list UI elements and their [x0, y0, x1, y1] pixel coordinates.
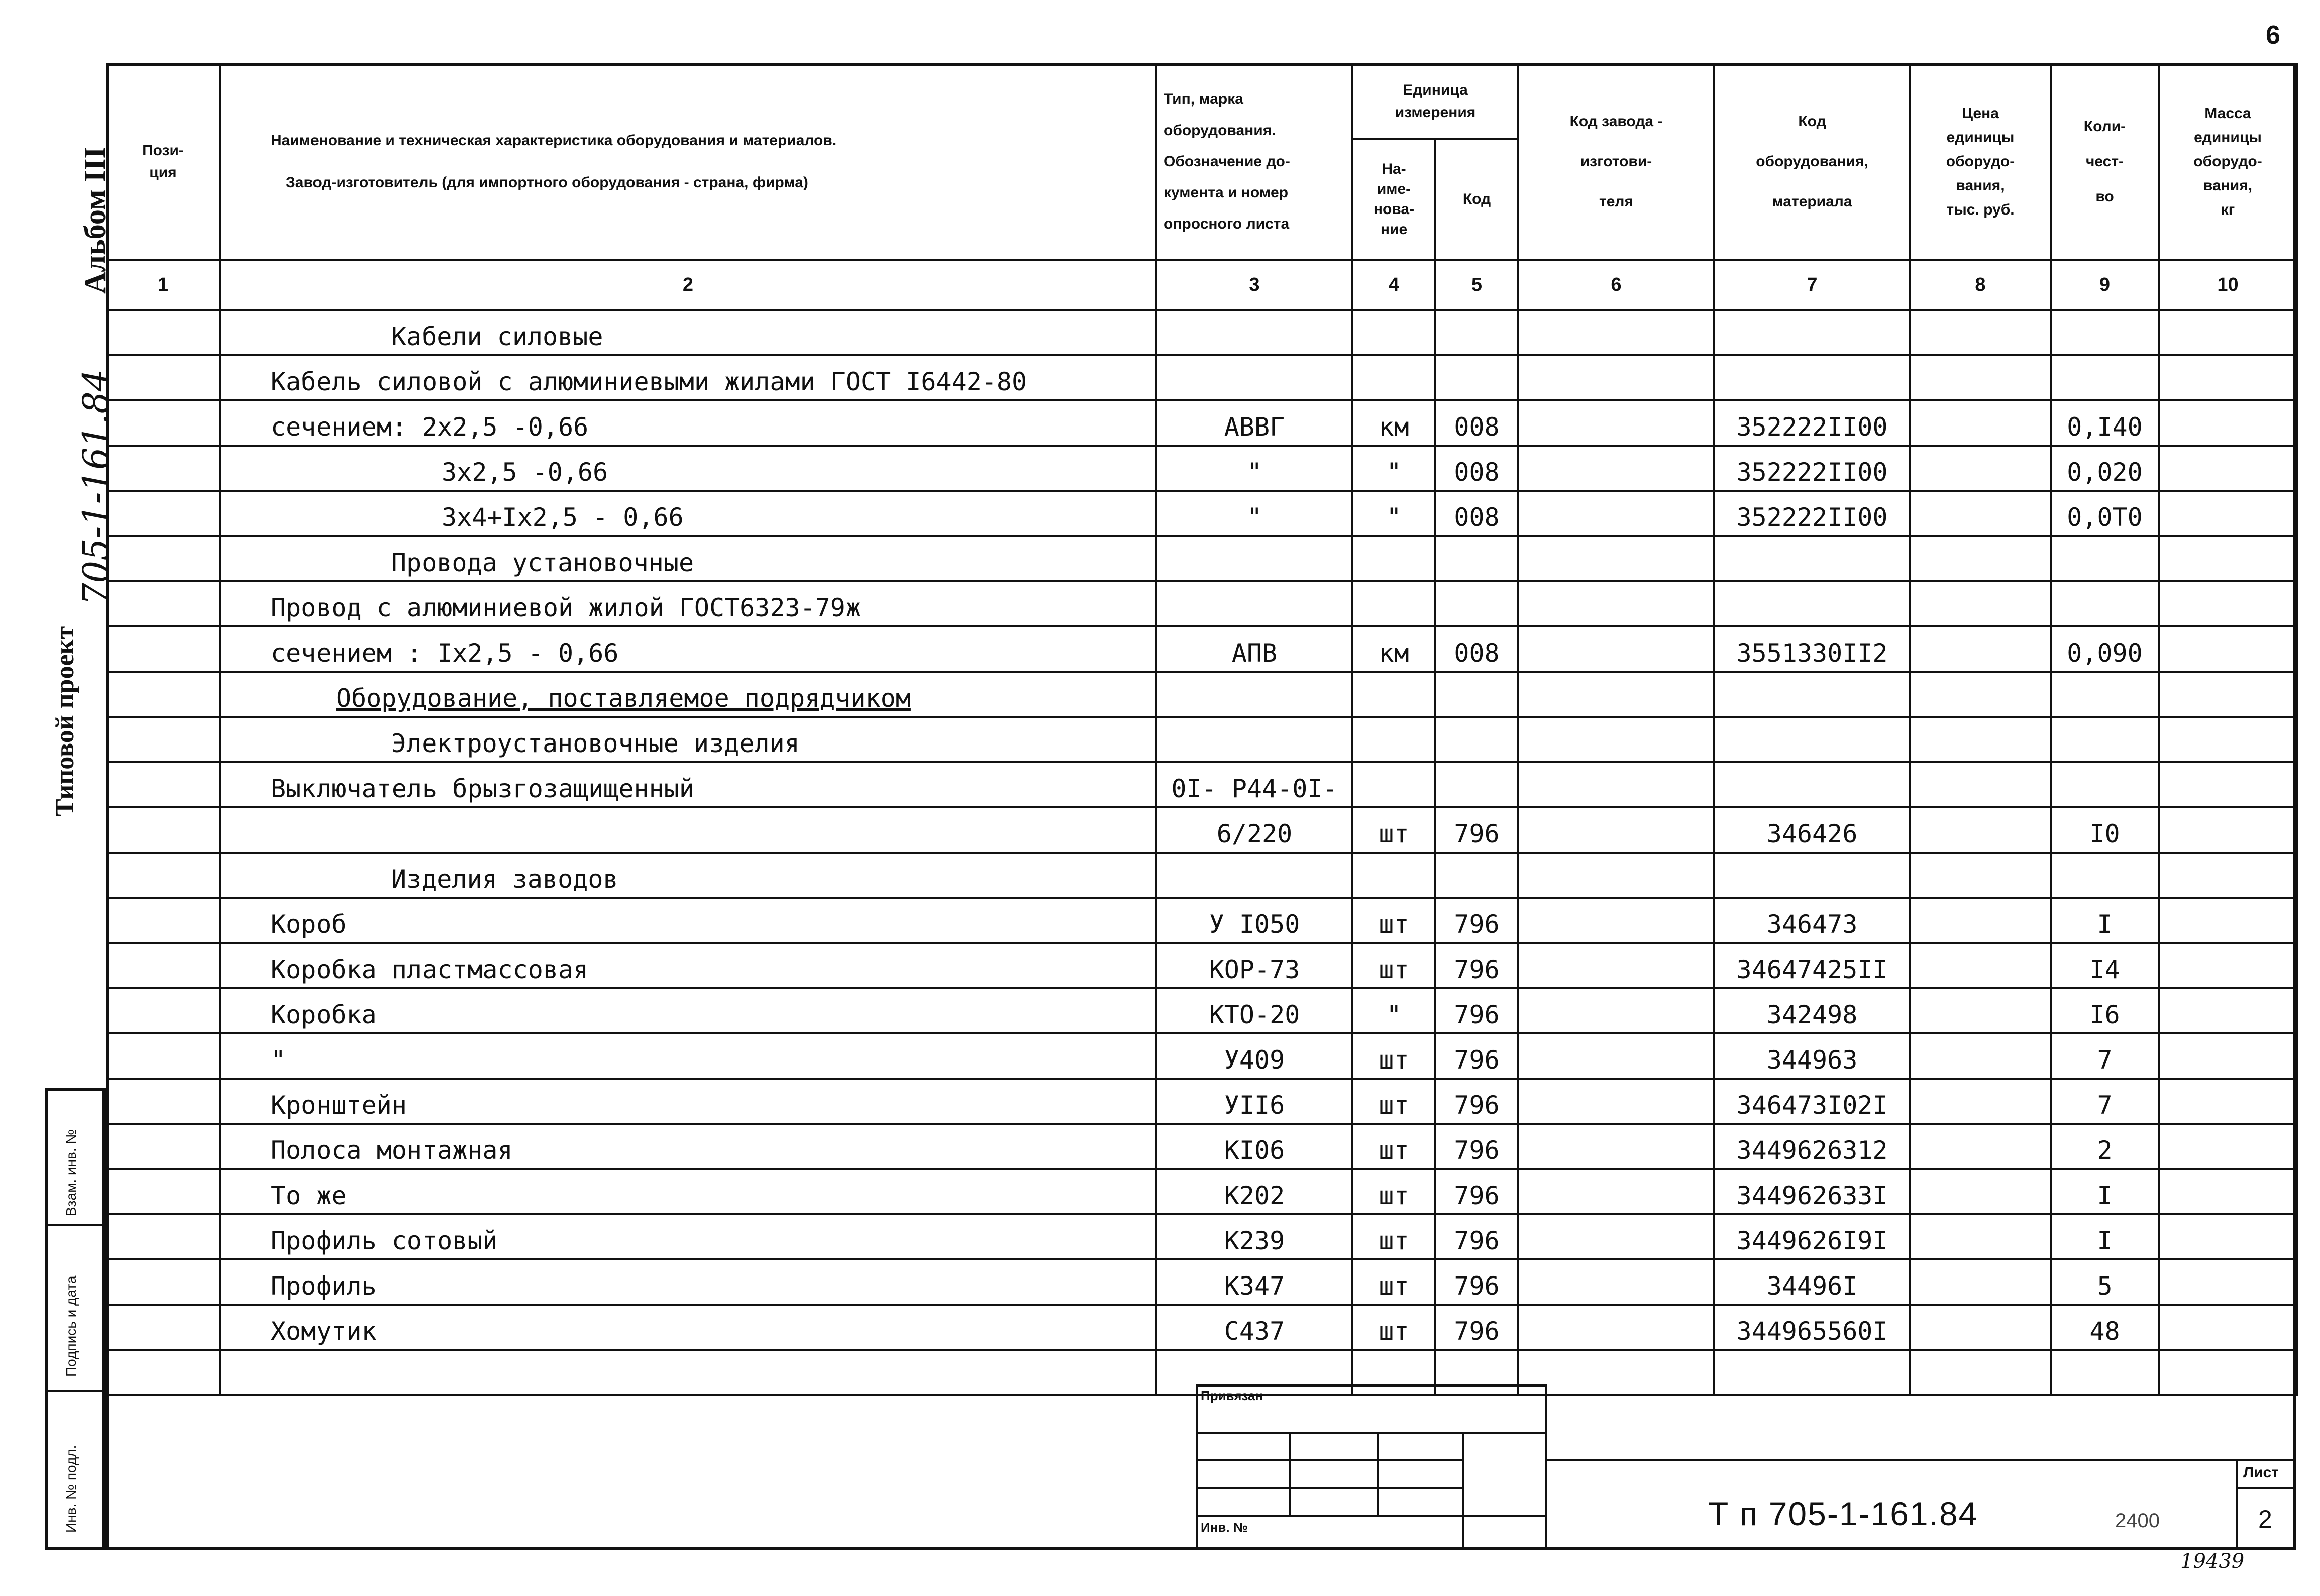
- table-cell-col8: [1910, 1214, 2051, 1259]
- table-cell-col7: [1714, 581, 1910, 626]
- table-cell-col1: [107, 807, 220, 853]
- table-cell-col2: Коробка: [220, 988, 1156, 1033]
- header-equipment-code: Код оборудования, материала: [1714, 64, 1910, 260]
- table-cell-col7: 346473I02I: [1714, 1079, 1910, 1124]
- table-cell-col4: км: [1352, 626, 1435, 672]
- header-name-line2: Завод-изготовитель (для импортного оборудования - страна, фирма): [286, 174, 808, 191]
- table-cell-col8: [1910, 581, 2051, 626]
- column-number: 5: [1435, 260, 1518, 310]
- column-number: 4: [1352, 260, 1435, 310]
- table-cell-col5: [1435, 762, 1518, 807]
- header-type: Тип, марка оборудования. Обозначение до- кумента и номер опросного листа: [1156, 64, 1352, 260]
- table-body: [107, 310, 2297, 1395]
- table-cell-col6: [1518, 943, 1714, 988]
- table-cell-col5: 796: [1435, 988, 1518, 1033]
- table-cell-col5: 796: [1435, 1124, 1518, 1169]
- table-cell-col8: [1910, 355, 2051, 400]
- table-cell-col10: [2159, 1259, 2297, 1305]
- specification-table: [106, 63, 2298, 1396]
- table-cell-col10: [2159, 400, 2297, 446]
- table-cell-col2: ": [220, 1033, 1156, 1079]
- table-cell-col7: 352222II00: [1714, 400, 1910, 446]
- stamp-label: Инв. № подл.: [63, 1445, 79, 1533]
- table-row: [107, 446, 2297, 491]
- header-mass: Масса единицы оборудо- вания, кг: [2159, 64, 2297, 260]
- table-row: [107, 536, 2297, 581]
- table-row: [107, 626, 2297, 672]
- table-cell-col1: [107, 1305, 220, 1350]
- table-cell-col6: [1518, 807, 1714, 853]
- table-cell-col3: УII6: [1156, 1079, 1352, 1124]
- header-quantity: Коли- чест- во: [2051, 64, 2159, 260]
- table-cell-col1: [107, 355, 220, 400]
- table-cell-col9: 0,090: [2051, 626, 2159, 672]
- table-row: [107, 988, 2297, 1033]
- table-cell-col2: Полоса монтажная: [220, 1124, 1156, 1169]
- table-cell-col9: 7: [2051, 1079, 2159, 1124]
- table-cell-col8: [1910, 400, 2051, 446]
- table-cell-col2: Провода установочные: [220, 536, 1156, 581]
- table-cell-col1: [107, 626, 220, 672]
- table-cell-col6: [1518, 717, 1714, 762]
- table-cell-col2: Кабели силовые: [220, 310, 1156, 355]
- table-cell-col6: [1518, 491, 1714, 536]
- table-cell-col7: 3449626I9I: [1714, 1214, 1910, 1259]
- table-cell-col6: [1518, 626, 1714, 672]
- table-cell-col5: [1435, 717, 1518, 762]
- table-cell-col2: Профиль: [220, 1259, 1156, 1305]
- table-cell-col2: Профиль сотовый: [220, 1214, 1156, 1259]
- table-cell-col5: [1435, 581, 1518, 626]
- table-cell-col1: [107, 1169, 220, 1214]
- table-cell-col5: 796: [1435, 1214, 1518, 1259]
- table-cell-col8: [1910, 1124, 2051, 1169]
- project-number-handwritten: 705-1-161.84: [75, 369, 117, 605]
- table-cell-col8: [1910, 1259, 2051, 1305]
- table-cell-col7: 352222II00: [1714, 491, 1910, 536]
- table-cell-col1: [107, 310, 220, 355]
- table-cell-col4: шт: [1352, 1079, 1435, 1124]
- table-cell-col1: [107, 1214, 220, 1259]
- table-row: [107, 1124, 2297, 1169]
- table-cell-col4: шт: [1352, 1305, 1435, 1350]
- table-cell-col6: [1518, 853, 1714, 898]
- table-cell-col1: [107, 1079, 220, 1124]
- table-cell-col5: 796: [1435, 1033, 1518, 1079]
- table-cell-col5: 008: [1435, 400, 1518, 446]
- table-cell-col10: [2159, 1124, 2297, 1169]
- table-cell-col3: К239: [1156, 1214, 1352, 1259]
- bottom-note: 19439: [2180, 1550, 2245, 1573]
- sheet-label: Лист: [2243, 1464, 2279, 1481]
- table-cell-col7: [1714, 853, 1910, 898]
- table-cell-col6: [1518, 446, 1714, 491]
- table-cell-col9: 0,0T0: [2051, 491, 2159, 536]
- table-row: [107, 1079, 2297, 1124]
- table-cell-col9: I6: [2051, 988, 2159, 1033]
- table-cell-col3: ": [1156, 491, 1352, 536]
- table-cell-col6: [1518, 1214, 1714, 1259]
- table-cell-col10: [2159, 310, 2297, 355]
- table-cell-col9: 0,020: [2051, 446, 2159, 491]
- table-cell-col4: шт: [1352, 807, 1435, 853]
- table-cell-col9: I0: [2051, 807, 2159, 853]
- table-cell-col7: 344963: [1714, 1033, 1910, 1079]
- table-cell-col3: [1156, 536, 1352, 581]
- document-designation: Т п 705-1-161.84: [1708, 1495, 1978, 1532]
- table-cell-col5: 008: [1435, 491, 1518, 536]
- table-cell-col10: [2159, 1305, 2297, 1350]
- table-cell-col1: [107, 536, 220, 581]
- header-position: Пози- ция: [107, 64, 220, 260]
- column-number: 10: [2159, 260, 2297, 310]
- table-cell-col1: [107, 943, 220, 988]
- table-cell-col2: Провод с алюминиевой жилой ГОСТ6323-79ж: [220, 581, 1156, 626]
- table-cell-col4: шт: [1352, 1124, 1435, 1169]
- table-cell-col7: [1714, 672, 1910, 717]
- table-row: [107, 762, 2297, 807]
- table-row: [107, 581, 2297, 626]
- approval-stamp: [45, 1088, 106, 1550]
- table-cell-col2: Коробка пластмассовая: [220, 943, 1156, 988]
- table-cell-col1: [107, 400, 220, 446]
- table-row: [107, 491, 2297, 536]
- table-cell-col5: 796: [1435, 1169, 1518, 1214]
- table-cell-col8: [1910, 491, 2051, 536]
- table-cell-col2: Электроустановочные изделия: [220, 717, 1156, 762]
- table-cell-col7: 344962633I: [1714, 1169, 1910, 1214]
- table-cell-col2: 3х2,5 -0,66: [220, 446, 1156, 491]
- table-cell-col3: АВВГ: [1156, 400, 1352, 446]
- table-cell-col4: [1352, 310, 1435, 355]
- table-cell-col3: [1156, 672, 1352, 717]
- table-cell-col4: шт: [1352, 1169, 1435, 1214]
- table-cell-col5: 796: [1435, 1305, 1518, 1350]
- table-cell-col8: [1910, 672, 2051, 717]
- header-unit-name: На- име- нова- ние: [1352, 139, 1435, 260]
- column-number: 1: [107, 260, 220, 310]
- table-cell-col2: [220, 807, 1156, 853]
- document-code: 2400: [2115, 1510, 2160, 1532]
- table-cell-col3: [1156, 717, 1352, 762]
- table-cell-col4: шт: [1352, 1033, 1435, 1079]
- table-cell-col4: [1352, 762, 1435, 807]
- table-cell-col8: [1910, 1079, 2051, 1124]
- table-cell-col4: [1352, 581, 1435, 626]
- table-cell-col7: 34496I: [1714, 1259, 1910, 1305]
- table-cell-col1: [107, 1124, 220, 1169]
- table-cell-col10: [2159, 626, 2297, 672]
- table-cell-col10: [2159, 355, 2297, 400]
- table-cell-col10: [2159, 943, 2297, 988]
- table-cell-col3: [1156, 310, 1352, 355]
- table-cell-col5: [1435, 355, 1518, 400]
- table-cell-col6: [1518, 1079, 1714, 1124]
- table-cell-col9: 5: [2051, 1259, 2159, 1305]
- table-cell-col10: [2159, 446, 2297, 491]
- table-cell-col10: [2159, 762, 2297, 807]
- table-cell-col9: [2051, 762, 2159, 807]
- underlined-heading: Оборудование, поставляемое подрядчиком: [336, 684, 911, 713]
- table-cell-col2: [220, 672, 1156, 717]
- table-row: [107, 400, 2297, 446]
- table-cell-col6: [1518, 1305, 1714, 1350]
- stamp-cell-signature: [48, 1226, 102, 1392]
- table-cell-col6: [1518, 536, 1714, 581]
- table-cell-col4: [1352, 717, 1435, 762]
- table-cell-col3: [1156, 581, 1352, 626]
- column-number: 7: [1714, 260, 1910, 310]
- header-unit-group: Единица измерения: [1352, 64, 1518, 139]
- table-cell-col6: [1518, 1124, 1714, 1169]
- table-cell-col5: 796: [1435, 1259, 1518, 1305]
- table-cell-col1: [107, 717, 220, 762]
- privyazan-label: Привязан: [1201, 1388, 1263, 1403]
- table-cell-col4: шт: [1352, 898, 1435, 943]
- table-cell-col9: I: [2051, 898, 2159, 943]
- stamp-label: Подпись и дата: [63, 1275, 79, 1377]
- table-cell-col1: [107, 581, 220, 626]
- table-row: [107, 1305, 2297, 1350]
- table-cell-col3: 6/220: [1156, 807, 1352, 853]
- table-cell-col4: км: [1352, 400, 1435, 446]
- table-cell-col2: сечением: 2х2,5 -0,66: [220, 400, 1156, 446]
- table-cell-col10: [2159, 1169, 2297, 1214]
- table-cell-col10: [2159, 853, 2297, 898]
- table-cell-col3: КI06: [1156, 1124, 1352, 1169]
- table-row: [107, 717, 2297, 762]
- table-cell-col9: 48: [2051, 1305, 2159, 1350]
- column-number-row: [107, 260, 2297, 310]
- table-cell-col9: I4: [2051, 943, 2159, 988]
- column-number: 2: [220, 260, 1156, 310]
- table-cell-col6: [1518, 762, 1714, 807]
- table-cell-col8: [1910, 536, 2051, 581]
- table-cell-col3: КОР-73: [1156, 943, 1352, 988]
- header-factory-code: Код завода - изготови- теля: [1518, 64, 1714, 260]
- table-cell-col3: 0I- Р44-0I-: [1156, 762, 1352, 807]
- table-cell-col9: [2051, 536, 2159, 581]
- table-cell-col9: [2051, 717, 2159, 762]
- table-cell-col2: То же: [220, 1169, 1156, 1214]
- table-cell-col7: [1714, 310, 1910, 355]
- table-cell-col7: 346426: [1714, 807, 1910, 853]
- table-cell-col8: [1910, 762, 2051, 807]
- inventory-label: Инв. №: [1201, 1520, 1248, 1535]
- table-cell-col6: [1518, 988, 1714, 1033]
- table-cell-col7: [1714, 355, 1910, 400]
- table-cell-col3: У I050: [1156, 898, 1352, 943]
- table-cell-col1: [107, 762, 220, 807]
- table-cell-col1: [107, 1259, 220, 1305]
- table-cell-col8: [1910, 943, 2051, 988]
- table-cell-col9: [2051, 355, 2159, 400]
- table-cell-col7: 3449626312: [1714, 1124, 1910, 1169]
- table-cell-col9: I: [2051, 1169, 2159, 1214]
- table-cell-col2: Кронштейн: [220, 1079, 1156, 1124]
- table-cell-col8: [1910, 717, 2051, 762]
- table-cell-col2: сечением : Iх2,5 - 0,66: [220, 626, 1156, 672]
- table-cell-col8: [1910, 1033, 2051, 1079]
- table-row: [107, 853, 2297, 898]
- table-cell-col5: 796: [1435, 807, 1518, 853]
- table-cell-col3: ": [1156, 446, 1352, 491]
- table-cell-col3: К202: [1156, 1169, 1352, 1214]
- table-row: [107, 355, 2297, 400]
- table-cell-col10: [2159, 536, 2297, 581]
- table-cell-col8: [1910, 853, 2051, 898]
- table-cell-col6: [1518, 310, 1714, 355]
- header-price: Цена единицы оборудо- вания, тыс. руб.: [1910, 64, 2051, 260]
- header-name-line1: Наименование и техническая характеристика оборудования и материалов.: [271, 132, 837, 149]
- table-cell-col8: [1910, 988, 2051, 1033]
- table-cell-col7: 3551330II2: [1714, 626, 1910, 672]
- table-cell-col3: [1156, 355, 1352, 400]
- table-cell-col6: [1518, 1033, 1714, 1079]
- table-cell-col6: [1518, 672, 1714, 717]
- table-row: [107, 672, 2297, 717]
- table-cell-col4: ": [1352, 446, 1435, 491]
- table-cell-col7: [1714, 536, 1910, 581]
- table-cell-col6: [1518, 581, 1714, 626]
- table-cell-col9: [2051, 853, 2159, 898]
- table-cell-col5: [1435, 310, 1518, 355]
- stamp-label: Взам. инв. №: [63, 1129, 79, 1216]
- table-cell-col10: [2159, 807, 2297, 853]
- table-cell-col10: [2159, 898, 2297, 943]
- table-row: [107, 1214, 2297, 1259]
- table-cell-col3: АПВ: [1156, 626, 1352, 672]
- table-cell-col5: 008: [1435, 446, 1518, 491]
- table-row: [107, 1033, 2297, 1079]
- table-row: [107, 943, 2297, 988]
- table-cell-col10: [2159, 1079, 2297, 1124]
- column-number: 8: [1910, 260, 2051, 310]
- table-cell-col4: [1352, 853, 1435, 898]
- table-cell-col4: шт: [1352, 1259, 1435, 1305]
- table-cell-col9: [2051, 672, 2159, 717]
- table-cell-col3: КТО-20: [1156, 988, 1352, 1033]
- table-cell-col7: [1714, 762, 1910, 807]
- table-cell-col6: [1518, 1259, 1714, 1305]
- table-cell-col6: [1518, 1169, 1714, 1214]
- table-cell-col8: [1910, 626, 2051, 672]
- table-cell-col1: [107, 988, 220, 1033]
- table-cell-col7: 352222II00: [1714, 446, 1910, 491]
- table-cell-col8: [1910, 1169, 2051, 1214]
- table-cell-col9: 7: [2051, 1033, 2159, 1079]
- table-cell-col5: [1435, 672, 1518, 717]
- table-cell-col5: [1435, 853, 1518, 898]
- table-cell-col9: [2051, 581, 2159, 626]
- table-cell-col4: [1352, 672, 1435, 717]
- table-cell-col1: [107, 1033, 220, 1079]
- table-cell-col4: [1352, 536, 1435, 581]
- table-cell-col9: [2051, 310, 2159, 355]
- page-number: 6: [2266, 21, 2280, 50]
- column-number: 3: [1156, 260, 1352, 310]
- table-cell-col10: [2159, 672, 2297, 717]
- album-label: Альбом III: [78, 147, 112, 294]
- table-cell-col2: 3х4+Iх2,5 - 0,66: [220, 491, 1156, 536]
- table-cell-col8: [1910, 898, 2051, 943]
- table-cell-col7: 34647425II: [1714, 943, 1910, 988]
- table-cell-col1: [107, 446, 220, 491]
- table-cell-col2: Выключатель брызгозащищенный: [220, 762, 1156, 807]
- table-cell-col2: Короб: [220, 898, 1156, 943]
- table-cell-col10: [2159, 1214, 2297, 1259]
- table-cell-col2: Кабель силовой с алюминиевыми жилами ГОСТ I6442-80: [220, 355, 1156, 400]
- table-cell-col9: I: [2051, 1214, 2159, 1259]
- sheet-number: 2: [2258, 1505, 2272, 1533]
- table-cell-col6: [1518, 898, 1714, 943]
- table-cell-col4: шт: [1352, 1214, 1435, 1259]
- table-cell-col1: [107, 853, 220, 898]
- table-cell-col5: 796: [1435, 1079, 1518, 1124]
- title-block: [106, 1374, 2296, 1550]
- table-cell-col8: [1910, 446, 2051, 491]
- table-cell-col7: 346473: [1714, 898, 1910, 943]
- table-cell-col5: 008: [1435, 626, 1518, 672]
- table-cell-col10: [2159, 717, 2297, 762]
- stamp-cell-replacement: [48, 1091, 102, 1226]
- table-row: [107, 807, 2297, 853]
- table-cell-col10: [2159, 581, 2297, 626]
- table-cell-col3: [1156, 853, 1352, 898]
- table-cell-col1: [107, 898, 220, 943]
- stamp-cell-inventory: [48, 1392, 102, 1547]
- table-cell-col5: 796: [1435, 943, 1518, 988]
- table-cell-col8: [1910, 1305, 2051, 1350]
- table-cell-col5: [1435, 536, 1518, 581]
- table-cell-col2: Изделия заводов: [220, 853, 1156, 898]
- table-cell-col8: [1910, 807, 2051, 853]
- table-cell-col10: [2159, 988, 2297, 1033]
- table-cell-col7: 342498: [1714, 988, 1910, 1033]
- table-cell-col9: 2: [2051, 1124, 2159, 1169]
- table-cell-col4: [1352, 355, 1435, 400]
- table-row: [107, 310, 2297, 355]
- table-cell-col2: Хомутик: [220, 1305, 1156, 1350]
- header-unit-code: Код: [1435, 139, 1518, 260]
- table-cell-col3: У409: [1156, 1033, 1352, 1079]
- table-cell-col6: [1518, 355, 1714, 400]
- table-cell-col9: 0,I40: [2051, 400, 2159, 446]
- table-cell-col3: К347: [1156, 1259, 1352, 1305]
- table-cell-col4: ": [1352, 988, 1435, 1033]
- table-cell-col7: [1714, 717, 1910, 762]
- table-row: [107, 1259, 2297, 1305]
- header-name: [220, 64, 1156, 260]
- project-type-label: Типовой проект: [51, 626, 79, 816]
- table-cell-col3: С437: [1156, 1305, 1352, 1350]
- table-cell-col8: [1910, 310, 2051, 355]
- table-cell-col10: [2159, 491, 2297, 536]
- table-cell-col1: [107, 491, 220, 536]
- table-cell-col5: 796: [1435, 898, 1518, 943]
- column-number: 9: [2051, 260, 2159, 310]
- table-cell-col10: [2159, 1033, 2297, 1079]
- table-cell-col4: ": [1352, 491, 1435, 536]
- table-row: [107, 898, 2297, 943]
- table-row: [107, 1169, 2297, 1214]
- table-cell-col1: [107, 672, 220, 717]
- table-cell-col4: шт: [1352, 943, 1435, 988]
- table-cell-col7: 344965560I: [1714, 1305, 1910, 1350]
- table-cell-col6: [1518, 400, 1714, 446]
- column-number: 6: [1518, 260, 1714, 310]
